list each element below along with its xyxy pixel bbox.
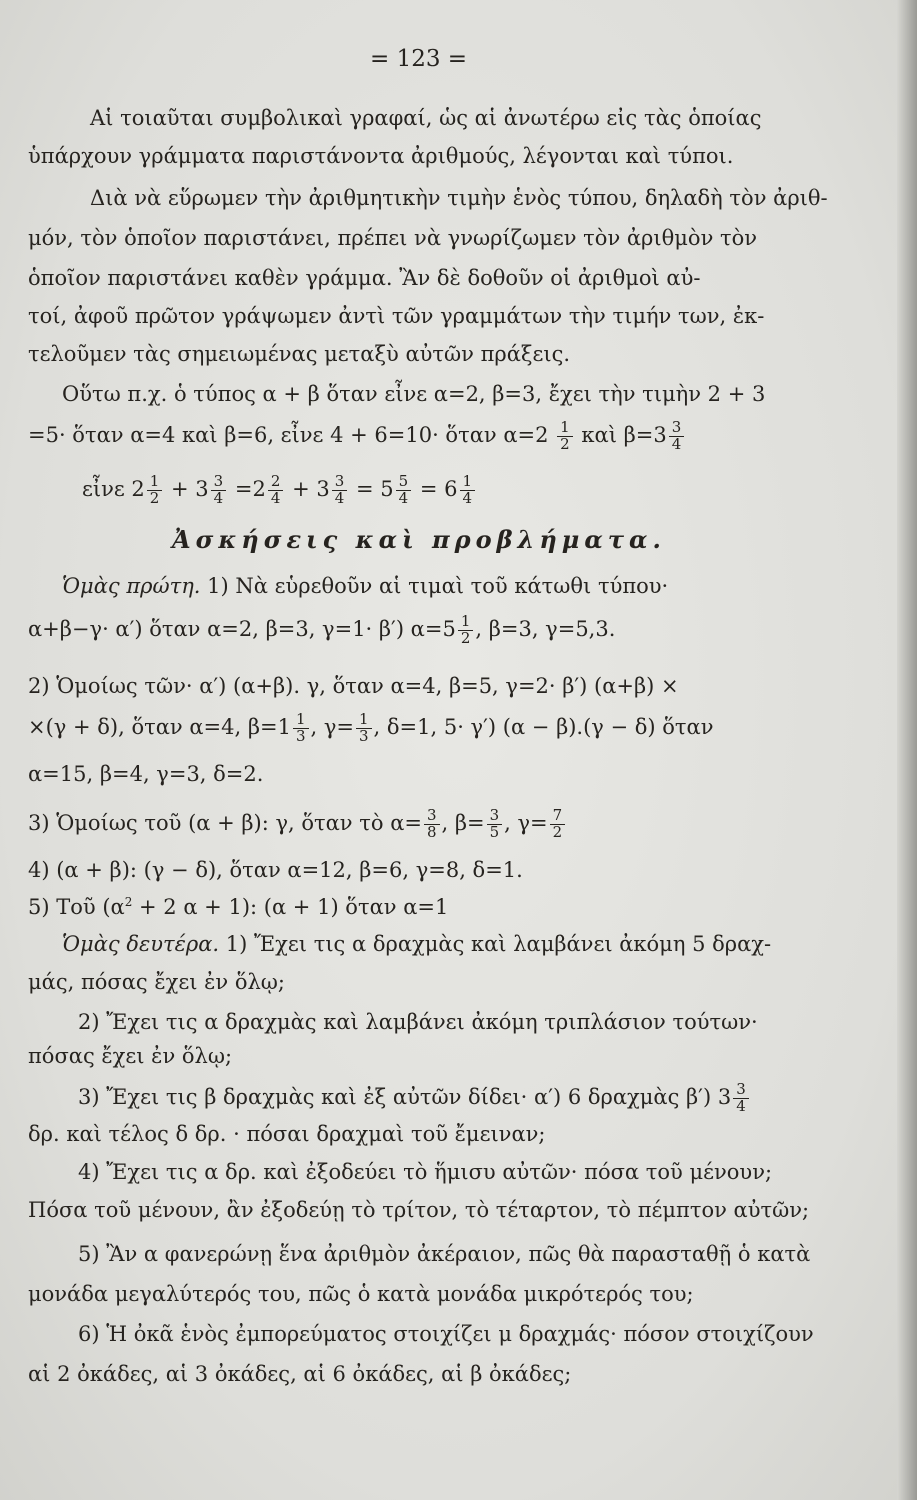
text-segment: + 2 α + 1): (α + 1) ὅταν α=1 bbox=[132, 895, 449, 919]
text-line: 6) Ἡ ὀκᾶ ἑνὸς ἐμπορεύματος στοιχίζει μ δραχμάς· πόσον στοιχίζουν bbox=[78, 1322, 814, 1346]
text-segment: καὶ β=3 bbox=[581, 422, 667, 447]
text-segment: , β=3, γ=5,3. bbox=[475, 616, 616, 641]
numerator: 1 bbox=[147, 474, 163, 491]
fraction bbox=[458, 614, 474, 647]
text-line: τοί, ἀφοῦ πρῶτον γράψωμεν ἀντὶ τῶν γραμμάτων τὴν τιμήν των, ἐκ- bbox=[28, 304, 765, 328]
text-segment: , γ= bbox=[310, 714, 354, 739]
text-line bbox=[62, 576, 668, 597]
text-line: αἱ 2 ὀκάδες, αἱ 3 ὀκάδες, αἱ 6 ὀκάδες, αἱ β ὀκάδες; bbox=[28, 1362, 572, 1386]
text-segment: , γ= bbox=[504, 810, 548, 835]
text-line: 4) Ἔχει τις α δρ. καὶ ἐξοδεύει τὸ ἥμισυ αὐτῶν· πόσα τοῦ μένουν; bbox=[78, 1160, 773, 1184]
text-segment: 1) Νὰ εὑρεθοῦν αἱ τιμαὶ τοῦ κάτωθι τύπου· bbox=[207, 574, 669, 598]
text-line: α=15, β=4, γ=3, δ=2. bbox=[28, 762, 264, 786]
denominator: 5 bbox=[489, 822, 500, 841]
formula-line bbox=[28, 896, 448, 918]
numerator: 1 bbox=[458, 614, 474, 631]
formula-line bbox=[28, 614, 615, 647]
group-title: Ὁμὰς δευτέρα. bbox=[62, 932, 220, 956]
fraction bbox=[669, 420, 685, 453]
text-line: τελοῦμεν τὰς σημειωμένας μεταξὺ αὐτῶν πράξεις. bbox=[28, 342, 571, 366]
fraction bbox=[293, 712, 309, 745]
numerator: 1 bbox=[460, 474, 476, 491]
text-line: Διὰ νὰ εὕρωμεν τὴν ἀριθμητικὴν τιμὴν ἑνὸς τύπου, δηλαδὴ τὸν ἀριθ- bbox=[90, 186, 828, 210]
denominator: 4 bbox=[736, 1096, 746, 1115]
text-segment: 1) Ἔχει τις α δραχμὰς καὶ λαμβάνει ἀκόμη 5 δραχ- bbox=[225, 932, 772, 956]
text-line: μονάδα μεγαλύτερός του, πῶς ὁ κατὰ μονάδα μικρότερός του; bbox=[28, 1282, 694, 1306]
fraction bbox=[733, 1082, 749, 1115]
text-line bbox=[62, 934, 771, 955]
text-line: πόσας ἔχει ἐν ὅλῳ; bbox=[28, 1044, 233, 1068]
text-line: δρ. καὶ τέλος δ δρ. · πόσαι δραχμαὶ τοῦ ἔμειναν; bbox=[28, 1122, 546, 1146]
text-line: Πόσα τοῦ μένουν, ἂν ἐξοδεύῃ τὸ τρίτον, τὸ τέταρτον, τὸ πέμπτον αὐτῶν; bbox=[28, 1198, 810, 1222]
denominator: 8 bbox=[426, 822, 437, 841]
denominator: 2 bbox=[552, 822, 563, 841]
text-line: Οὕτω π.χ. ὁ τύπος α + β ὅταν εἶνε α=2, β=3, ἔχει τὴν τιμὴν 2 + 3 bbox=[62, 382, 766, 406]
numerator: 7 bbox=[550, 808, 566, 825]
fraction bbox=[147, 474, 163, 507]
formula-line bbox=[78, 1082, 751, 1115]
exponent: 2 bbox=[124, 895, 133, 909]
text-line: μόν, τὸν ὁποῖον παριστάνει, πρέπει νὰ γνωρίζωμεν τὸν ἀριθμὸν τὸν bbox=[28, 226, 758, 250]
numerator: 1 bbox=[293, 712, 309, 729]
text-segment: 3) Ὁμοίως τοῦ (α + β): γ, ὅταν τὸ α= bbox=[28, 810, 422, 835]
text-segment: + 3 bbox=[171, 476, 209, 501]
formula-line bbox=[82, 474, 477, 507]
numerator: 3 bbox=[332, 474, 348, 491]
formula-line bbox=[28, 712, 713, 745]
denominator: 4 bbox=[398, 488, 409, 507]
fraction bbox=[268, 474, 284, 507]
fraction bbox=[396, 474, 412, 507]
text-segment: ×(γ + δ), ὅταν α=4, β=1 bbox=[28, 714, 291, 739]
text-segment: 3) Ἔχει τις β δραχμὰς καὶ ἐξ αὐτῶν δίδει· α′) 6 δραχμὰς β′) 3 bbox=[78, 1084, 732, 1109]
denominator: 2 bbox=[460, 628, 471, 647]
section-heading: Ἀσκήσεις καὶ προβλήματα. bbox=[172, 525, 666, 554]
page-edge-shadow bbox=[897, 0, 917, 1500]
fraction bbox=[487, 808, 503, 841]
text-line: Αἱ τοιαῦται συμβολικαὶ γραφαί, ὡς αἱ ἀνωτέρω εἰς τὰς ὁποίας bbox=[90, 106, 762, 130]
numerator: 1 bbox=[356, 712, 372, 729]
text-line: 2) Ἔχει τις α δραχμὰς καὶ λαμβάνει ἀκόμη τριπλάσιον τούτων· bbox=[78, 1010, 758, 1034]
text-line: ὑπάρχουν γράμματα παριστάνοντα ἀριθμούς, λέγονται καὶ τύποι. bbox=[28, 144, 734, 168]
denominator: 4 bbox=[462, 488, 473, 507]
denominator: 4 bbox=[213, 488, 224, 507]
fraction bbox=[356, 712, 372, 745]
fraction bbox=[557, 420, 573, 453]
numerator: 1 bbox=[557, 420, 573, 437]
page-number: = 123 = bbox=[370, 46, 468, 72]
denominator: 3 bbox=[295, 726, 306, 745]
denominator: 3 bbox=[359, 726, 369, 745]
text-line: 5) Ἂν α φανερώνῃ ἕνα ἀριθμὸν ἀκέραιον, πῶς θὰ παρασταθῇ ὁ κατὰ bbox=[78, 1242, 811, 1266]
denominator: 2 bbox=[149, 488, 160, 507]
fraction bbox=[460, 474, 476, 507]
numerator: 3 bbox=[733, 1082, 749, 1099]
numerator: 3 bbox=[211, 474, 227, 491]
text-segment: = 6 bbox=[419, 476, 458, 501]
numerator: 3 bbox=[424, 808, 440, 825]
formula-line bbox=[28, 808, 567, 841]
formula-line bbox=[28, 420, 686, 453]
text-line: ὁποῖον παριστάνει καθὲν γράμμα. Ἂν δὲ δοθοῦν οἱ ἀριθμοὶ αὐ- bbox=[28, 266, 701, 290]
denominator: 4 bbox=[671, 434, 682, 453]
text-segment: =2 bbox=[234, 476, 266, 501]
group-title: Ὁμὰς πρώτη. bbox=[62, 574, 201, 598]
text-segment: =5· ὅταν α=4 καὶ β=6, εἶνε 4 + 6=10· ὅταν α=2 bbox=[28, 422, 549, 447]
numerator: 5 bbox=[396, 474, 412, 491]
text-line: 4) (α + β): (γ − δ), ὅταν α=12, β=6, γ=8, δ=1. bbox=[28, 858, 523, 882]
fraction bbox=[424, 808, 440, 841]
text-segment: , δ=1, 5· γ′) (α − β).(γ − δ) ὅταν bbox=[373, 714, 714, 739]
text-segment: εἶνε 2 bbox=[82, 476, 145, 501]
denominator: 4 bbox=[270, 488, 281, 507]
denominator: 4 bbox=[334, 488, 345, 507]
fraction bbox=[332, 474, 348, 507]
numerator: 2 bbox=[268, 474, 284, 491]
text-segment: α+β−γ· α′) ὅταν α=2, β=3, γ=1· β′) α=5 bbox=[28, 616, 456, 641]
denominator: 2 bbox=[560, 434, 570, 453]
numerator: 3 bbox=[487, 808, 503, 825]
text-line: 2) Ὁμοίως τῶν· α′) (α+β). γ, ὅταν α=4, β=5, γ=2· β′) (α+β) × bbox=[28, 674, 679, 698]
text-segment: , β= bbox=[441, 810, 485, 835]
text-segment: + 3 bbox=[292, 476, 330, 501]
text-segment: = 5 bbox=[355, 476, 394, 501]
fraction bbox=[211, 474, 227, 507]
numerator: 3 bbox=[669, 420, 685, 437]
text-segment: 5) Τοῦ (α bbox=[28, 895, 125, 919]
text-line: μάς, πόσας ἔχει ἐν ὅλῳ; bbox=[28, 970, 285, 994]
fraction bbox=[550, 808, 566, 841]
